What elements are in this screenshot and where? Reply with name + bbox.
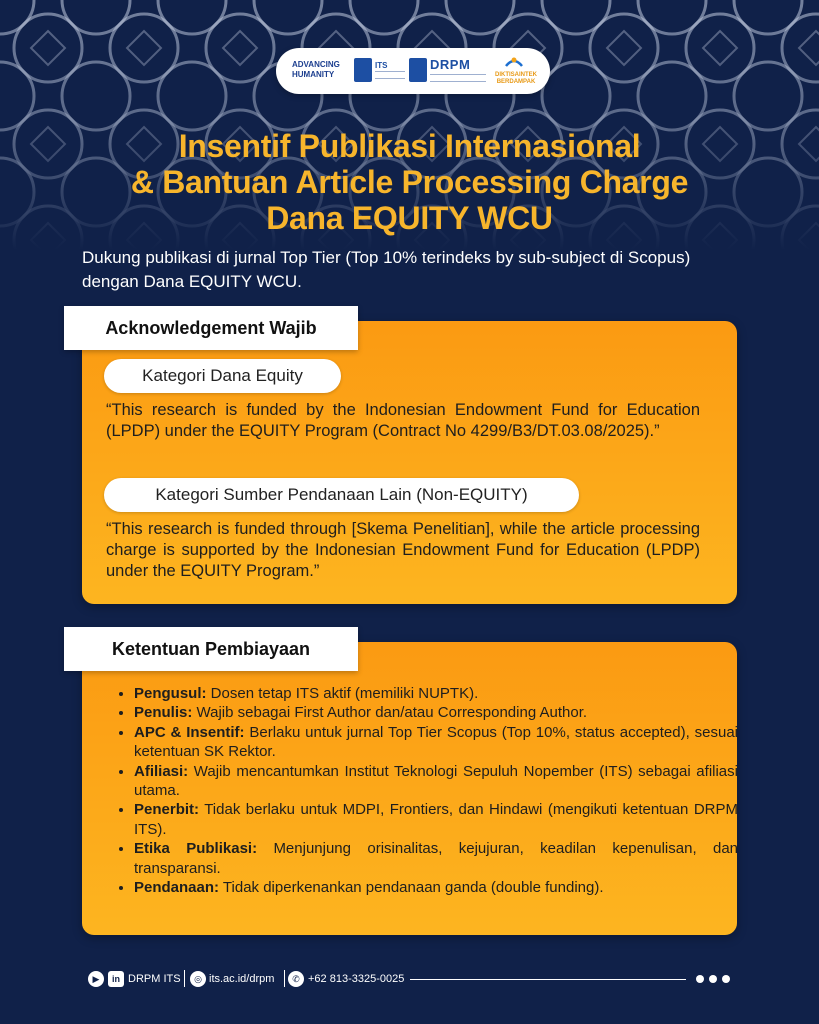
footer-divider [184,970,185,987]
website-link[interactable]: its.ac.id/drpm [209,973,275,985]
title-line-1: Insentif Publikasi Internasional [178,128,641,164]
ketentuan-heading: Ketentuan Pembiayaan [64,627,358,671]
social-handle[interactable]: DRPM ITS [128,973,181,985]
list-item-term: Etika Publikasi: [134,840,258,858]
list-item-term: Penerbit: [134,801,200,819]
ketentuan-list [112,684,738,897]
category-non-equity-text: “This research is funded through [Skema Penelitian], while the article processing charge is supported by the Indonesian Endowment Fund for Education (LPDP) under the EQUITY Program.” [106,520,700,580]
list-item-term: Afiliasi: [134,762,189,780]
footer-line [410,979,686,980]
partner-logos [276,48,550,94]
its-logo-text: ITS [375,61,388,70]
title-line-3: Dana EQUITY WCU [266,200,553,236]
whatsapp-icon: ✆ [288,971,304,987]
list-item-desc: Menjunjung orisinalitas, kejujuran, keadilan kepenulisan, dan transparansi. [134,840,739,877]
footer-divider [284,970,285,987]
list-item [134,762,738,801]
category-equity-label: Kategori Dana Equity [104,359,341,393]
list-item [134,723,738,762]
list-item [134,800,738,839]
diktisaintek-mark-icon [504,56,524,70]
linkedin-icon[interactable]: in [108,971,124,987]
page-title [40,128,779,236]
category-non-equity-label: Kategori Sumber Pendanaan Lain (Non-EQUITY) [104,478,579,512]
diktisaintek-logo-text: DIKTISAINTEK BERDAMPAK [495,72,537,85]
list-item [134,684,738,703]
footer [88,968,738,990]
list-item-desc: Tidak berlaku untuk MDPI, Frontiers, dan Hindawi (mengikuti ketentuan DRPM ITS). [134,801,738,838]
list-item-term: Pengusul: [134,685,207,702]
list-item-term: APC & Insentif: [134,723,245,741]
title-line-2: & Bantuan Article Processing Charge [130,164,689,200]
list-item-desc: Berlaku untuk jurnal Top Tier Scopus (Top 10%, status accepted), sesuai ketentuan SK Rektor. [134,723,739,761]
phone-number[interactable]: +62 813-3325-0025 [308,973,405,985]
list-item [134,839,738,878]
list-item-desc: Wajib mencantumkan Institut Teknologi Sepuluh Nopember (ITS) sebagai afiliasi utama. [134,762,738,800]
drpm-logo-subtext [430,74,486,82]
its-logo-subtext [375,71,405,79]
list-item-term: Penulis: [134,704,193,722]
list-item-desc: Dosen tetap ITS aktif (memiliki NUPTK). [206,685,479,702]
drpm-emblem-icon [409,58,427,82]
more-dots-icon [696,974,735,986]
intro-text: Dukung publikasi di jurnal Top Tier (Top 10% terindeks by sub-subject di Scopus) dengan Dana EQUITY WCU. [82,248,691,291]
list-item-term: Pendanaan: [134,879,220,897]
list-item [134,703,738,722]
category-equity-text: “This research is funded by the Indonesian Endowment Fund for Education (LPDP) under the EQUITY Program (Contract No 4299/B3/DT.03.08/2025).” [106,401,700,440]
list-item-desc: Tidak diperkenankan pendanaan ganda (double funding). [219,879,604,897]
globe-icon: ◎ [190,971,206,987]
advancing-humanity-logo: ADVANCING HUMANITY [292,60,340,79]
drpm-logo-text: DRPM [430,57,471,72]
its-emblem-icon [354,58,372,82]
acknowledgement-heading: Acknowledgement Wajib [64,306,358,350]
list-item-desc: Wajib sebagai First Author dan/atau Corresponding Author. [192,704,588,722]
list-item [134,878,738,897]
youtube-icon[interactable]: ▶ [88,971,104,987]
